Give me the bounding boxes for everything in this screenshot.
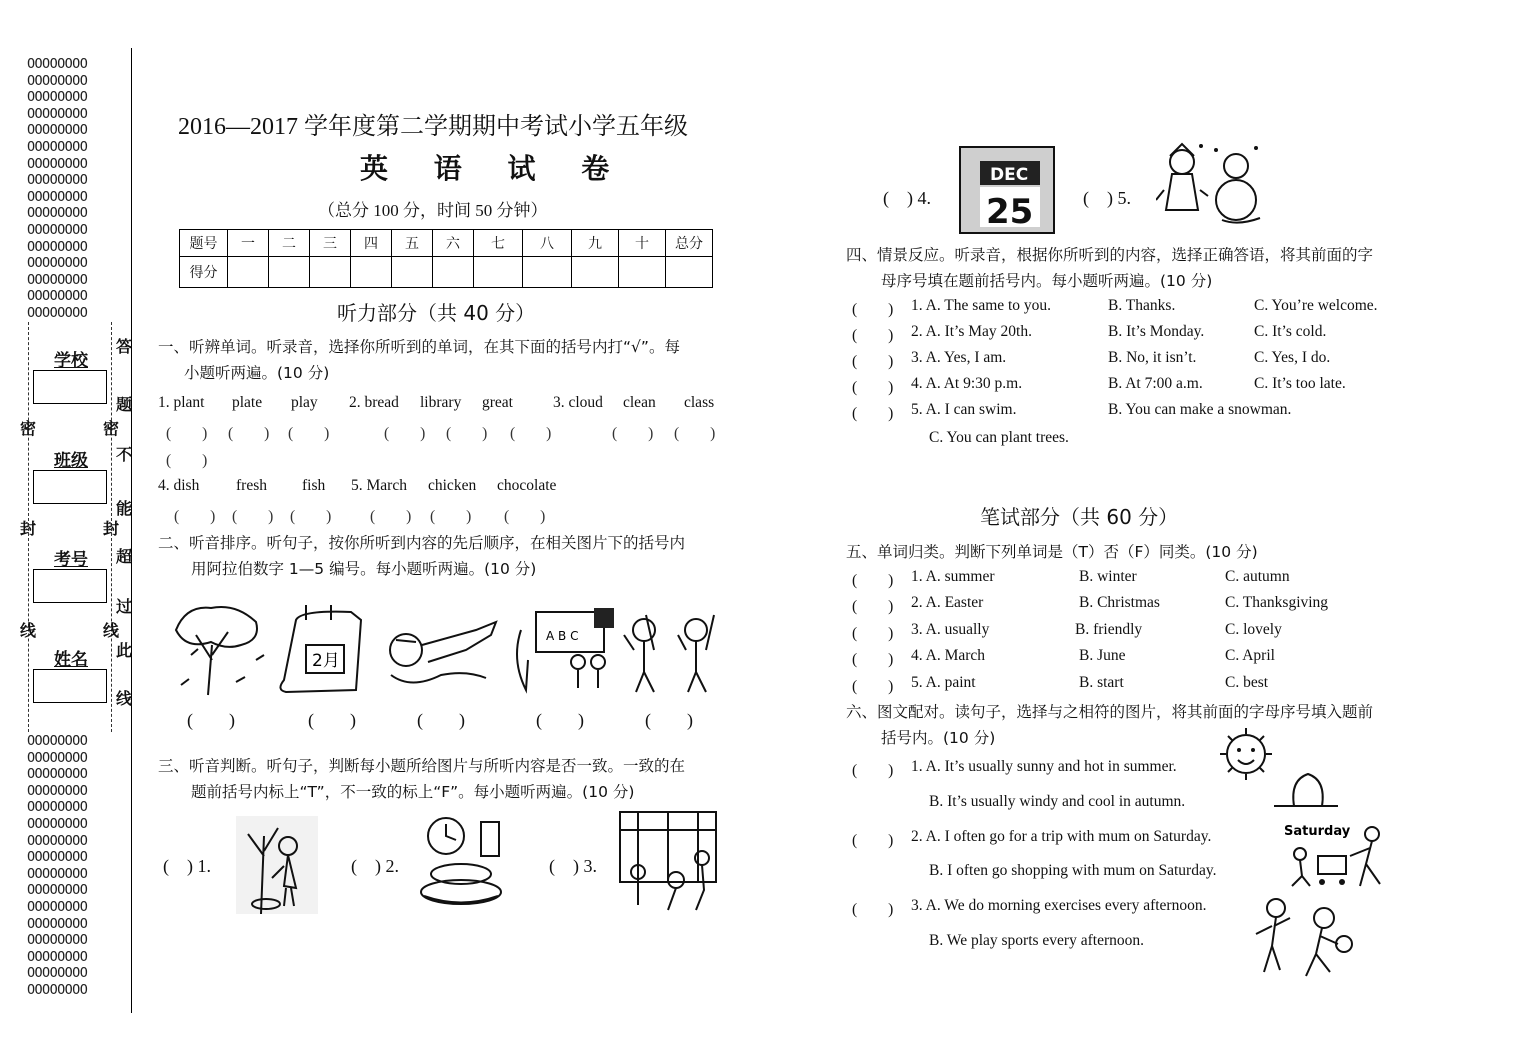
girl-planting-picture	[236, 816, 318, 914]
q3-item-4[interactable]: ( ) 4.	[883, 188, 931, 208]
q5-word-a: 2. A. Easter	[911, 594, 984, 611]
word-option: chicken	[428, 477, 477, 494]
family-room-picture	[618, 810, 718, 916]
warning-char: 过	[116, 597, 133, 616]
table-cell: 五	[392, 230, 433, 257]
name-label: 姓名	[54, 650, 88, 670]
answer-blank[interactable]: ( )	[446, 425, 488, 442]
answer-blank[interactable]: ( )	[290, 508, 332, 525]
q1-answer-row-2	[174, 504, 734, 526]
word-option: class	[684, 394, 715, 411]
circle-column-bottom: OOOOOOOO OOOOOOOO OOOOOOOO OOOOOOOO OOOOOOOO OOOOOOOO OOOOOOOO OOOOOOOO OOOOOOOO OOOOOOOO OOOOOOOO OOOOOOOO OOOOOOOO OOOOOOOO OOOOOOOO OOOOOOOO	[27, 733, 88, 998]
q1-row-2	[158, 477, 738, 501]
q4-option-a: 5. A. I can swim.	[911, 401, 1017, 418]
warning-char: 此	[116, 641, 133, 660]
q6-option-a: 1. A. It’s usually sunny and hot in summer.	[911, 758, 1177, 775]
word-option: library	[420, 394, 462, 411]
score-cell[interactable]	[619, 257, 666, 288]
table-cell: 九	[572, 230, 619, 257]
q1-instruction: 一、听辨单词。听录音，选择你所听到的单词，在其下面的括号内打“√”。每 小题听两遍。(10 分)	[158, 338, 680, 382]
table-cell: 四	[351, 230, 392, 257]
q5-list	[852, 568, 1412, 700]
q2-answer-blank[interactable]: ( )	[187, 710, 235, 730]
score-cell[interactable]	[269, 257, 310, 288]
table-cell: 总分	[666, 230, 713, 257]
binding-solid-line	[131, 48, 132, 1013]
q3-item-3[interactable]: ( ) 3.	[549, 856, 597, 876]
kids-playing-sports-picture	[1250, 896, 1360, 980]
q2-pictures	[166, 600, 734, 700]
score-table-header-row	[180, 230, 713, 257]
q4-option-c: C. It’s too late.	[1254, 375, 1346, 392]
score-table	[179, 229, 713, 288]
answer-blank[interactable]: ( )	[174, 508, 216, 525]
table-cell: 三	[310, 230, 351, 257]
answer-blank[interactable]: ( )	[852, 572, 894, 589]
seal-left-3: 线	[20, 621, 37, 640]
q3-item-5[interactable]: ( ) 5.	[1083, 188, 1131, 208]
table-cell: 八	[523, 230, 572, 257]
q6-option-a: 3. A. We do morning exercises every afternoon.	[911, 897, 1207, 914]
seal-right-3: 线	[103, 621, 120, 640]
answer-blank[interactable]: ( )	[852, 301, 894, 318]
answer-blank[interactable]: ( )	[852, 353, 894, 370]
seal-right-1: 密	[103, 419, 120, 438]
name-input[interactable]	[33, 669, 107, 703]
warning-char: 答	[116, 337, 133, 356]
q5-word-b: B. friendly	[1075, 621, 1143, 638]
word-option: chocolate	[497, 477, 557, 494]
score-cell[interactable]	[310, 257, 351, 288]
answer-blank[interactable]: ( )	[852, 327, 894, 344]
q2-answer-blank[interactable]: ( )	[536, 710, 584, 730]
table-cell: 题号	[180, 230, 228, 257]
exam-number-input[interactable]	[33, 569, 107, 603]
exam-title: 2016—2017 学年度第二学期期中考试小学五年级	[178, 114, 688, 140]
score-cell[interactable]	[351, 257, 392, 288]
tree-picture	[176, 607, 264, 695]
table-cell: 得分	[180, 257, 228, 288]
saturday-shopping-picture	[1280, 820, 1390, 890]
q4-option-b: B. You can make a snowman.	[1108, 401, 1292, 418]
word-option: 4. dish	[158, 477, 200, 494]
answer-blank[interactable]: ( )	[612, 425, 654, 442]
table-cell: 六	[433, 230, 474, 257]
december-calendar-picture	[958, 143, 1056, 235]
answer-blank[interactable]: ( )	[852, 901, 894, 918]
table-cell: 十	[619, 230, 666, 257]
answer-blank[interactable]: ( )	[852, 832, 894, 849]
q4-option-b: B. At 7:00 a.m.	[1108, 375, 1203, 392]
swimmer-picture	[390, 622, 496, 683]
answer-blank[interactable]: ( )	[852, 598, 894, 615]
answer-blank[interactable]: ( )	[852, 625, 894, 642]
warning-char: 不	[116, 445, 133, 464]
sun-and-autumn-picture	[1214, 724, 1344, 810]
school-input[interactable]	[33, 370, 107, 404]
q5-word-a: 3. A. usually	[911, 621, 990, 638]
dinner-table-picture	[416, 814, 516, 908]
answer-blank[interactable]: ( )	[852, 762, 894, 779]
listening-heading: 听力部分（共 40 分）	[337, 301, 536, 325]
word-option: fresh	[236, 477, 267, 494]
q4-option-c: C. Yes, I do.	[1254, 349, 1331, 366]
exam-subtitle: 英 语 试 卷	[360, 152, 628, 185]
answer-blank[interactable]: ( )	[674, 425, 716, 442]
q5-word-a: 4. A. March	[911, 647, 986, 664]
classroom-picture	[517, 608, 614, 690]
exam-number-label: 考号	[54, 550, 88, 570]
class-label: 班级	[54, 451, 88, 471]
q4-option-c: C. It’s cold.	[1254, 323, 1327, 340]
warning-char: 超	[116, 547, 133, 566]
q5-word-c: C. Thanksgiving	[1225, 594, 1329, 611]
class-input[interactable]	[33, 470, 107, 504]
written-heading: 笔试部分（共 60 分）	[980, 505, 1179, 529]
table-cell: 七	[474, 230, 523, 257]
calendar-picture	[280, 605, 361, 692]
answer-blank[interactable]: ( )	[430, 508, 472, 525]
q4-option-a: 2. A. It’s May 20th.	[911, 323, 1032, 340]
word-option: plate	[232, 394, 263, 411]
word-option: fish	[302, 477, 326, 494]
q6-list	[852, 758, 1252, 958]
q1-answer-row-1	[166, 421, 736, 443]
answer-blank[interactable]: ( )	[232, 508, 274, 525]
answer-blank[interactable]: ( )	[288, 425, 330, 442]
q6-option-b: B. I often go shopping with mum on Saturday.	[929, 862, 1217, 879]
word-option: 5. March	[351, 477, 407, 494]
word-option: play	[291, 394, 318, 411]
q2-answer-blank[interactable]: ( )	[645, 710, 693, 730]
answer-blank[interactable]: ( )	[510, 425, 552, 442]
answer-blank[interactable]: ( )	[228, 425, 270, 442]
answer-blank[interactable]: ( )	[166, 425, 208, 442]
answer-blank[interactable]: ( )	[852, 379, 894, 396]
warning-char: 题	[116, 395, 133, 414]
snowman-kid-picture	[1156, 140, 1266, 226]
q4-option-b: B. Thanks.	[1108, 297, 1176, 314]
score-cell[interactable]	[474, 257, 523, 288]
q4-option-b: B. It’s Monday.	[1108, 323, 1205, 340]
answer-blank[interactable]: ( )	[370, 508, 412, 525]
warning-char: 线	[116, 689, 133, 708]
word-option: clean	[623, 394, 656, 411]
seal-left-2: 封	[20, 519, 37, 538]
circle-column-top: OOOOOOOO OOOOOOOO OOOOOOOO OOOOOOOO OOOOOOOO OOOOOOOO OOOOOOOO OOOOOOOO OOOOOOOO OOOOOOOO OOOOOOOO OOOOOOOO OOOOOOOO OOOOOOOO OOOOOOOO OOOOOOOO	[27, 56, 88, 321]
q3-item-1[interactable]: ( ) 1.	[163, 856, 211, 876]
q2-answer-blank[interactable]: ( )	[308, 710, 356, 730]
q4-option-c: C. You can plant trees.	[929, 429, 1069, 446]
calendar-day: 25	[986, 192, 1034, 232]
exercising-kids-picture	[624, 615, 714, 692]
seal-left-1: 密	[20, 419, 37, 438]
answer-blank[interactable]: ( )	[852, 651, 894, 668]
q4-option-c: C. You’re welcome.	[1254, 297, 1378, 314]
q6-option-a: 2. A. I often go for a trip with mum on Saturday.	[911, 828, 1212, 845]
score-table-score-row	[180, 257, 713, 288]
q5-word-c: C. best	[1225, 674, 1269, 691]
q2-answer-blank[interactable]: ( )	[417, 710, 465, 730]
q4-option-a: 4. A. At 9:30 p.m.	[911, 375, 1023, 392]
answer-blank[interactable]: ( )	[166, 452, 208, 469]
score-cell[interactable]	[228, 257, 269, 288]
word-option: 1. plant	[158, 394, 205, 411]
q4-option-a: 1. A. The same to you.	[911, 297, 1052, 314]
answer-blank[interactable]: ( )	[384, 425, 426, 442]
q5-word-a: 5. A. paint	[911, 674, 976, 691]
table-cell: 二	[269, 230, 310, 257]
q4-option-b: B. No, it isn’t.	[1108, 349, 1197, 366]
q5-word-b: B. start	[1079, 674, 1124, 691]
answer-blank[interactable]: ( )	[504, 508, 546, 525]
q3-item-2[interactable]: ( ) 2.	[351, 856, 399, 876]
q5-word-c: C. April	[1225, 647, 1275, 664]
answer-blank[interactable]: ( )	[852, 678, 894, 695]
board-label: A B C	[546, 629, 579, 643]
table-cell: 一	[228, 230, 269, 257]
q6-instruction: 六、图文配对。读句子，选择与之相符的图片，将其前面的字母序号填入题前 括号内。(10 分)	[846, 703, 1374, 747]
q5-word-b: B. Christmas	[1079, 594, 1160, 611]
q4-option-a: 3. A. Yes, I am.	[911, 349, 1007, 366]
q4-instruction: 四、情景反应。听录音，根据你所听到的内容，选择正确答语，将其前面的字 母序号填在题前括号内。每小题听两遍。(10 分)	[846, 246, 1374, 290]
q6-option-b: B. We play sports every afternoon.	[929, 932, 1144, 949]
word-option: great	[482, 394, 513, 411]
calendar-label: 2月	[312, 651, 340, 671]
seal-right-2: 封	[103, 519, 120, 538]
q2-instruction: 二、听音排序。听句子，按你所听到内容的先后顺序，在相关图片下的括号内 用阿拉伯数字 1—5 编号。每小题听两遍。(10 分)	[158, 534, 686, 578]
q5-word-a: 1. A. summer	[911, 568, 995, 585]
q5-word-c: C. autumn	[1225, 568, 1290, 585]
score-cell[interactable]	[572, 257, 619, 288]
score-cell[interactable]	[433, 257, 474, 288]
calendar-month: DEC	[990, 165, 1029, 185]
q5-instruction: 五、单词归类。判断下列单词是（T）否（F）同类。(10 分)	[846, 543, 1258, 561]
score-cell[interactable]	[523, 257, 572, 288]
score-cell[interactable]	[666, 257, 713, 288]
q4-list	[852, 297, 1412, 457]
saturday-label: Saturday	[1284, 824, 1351, 839]
q5-word-b: B. winter	[1079, 568, 1137, 585]
q3-instruction: 三、听音判断。听句子，判断每小题所给图片与所听内容是否一致。一致的在 题前括号内标上“T”，不一致的标上“F”。每小题听两遍。(10 分)	[158, 757, 686, 801]
word-option: 3. cloud	[553, 394, 603, 411]
q1-row-1	[158, 394, 738, 418]
q5-word-b: B. June	[1079, 647, 1126, 664]
exam-info: （总分 100 分，时间 50 分钟）	[318, 201, 548, 220]
word-option: 2. bread	[349, 394, 399, 411]
q5-word-c: C. lovely	[1225, 621, 1282, 638]
score-cell[interactable]	[392, 257, 433, 288]
warning-char: 能	[116, 499, 133, 518]
school-label: 学校	[54, 351, 88, 371]
q6-option-b: B. It’s usually windy and cool in autumn.	[929, 793, 1186, 810]
answer-blank[interactable]: ( )	[852, 405, 894, 422]
